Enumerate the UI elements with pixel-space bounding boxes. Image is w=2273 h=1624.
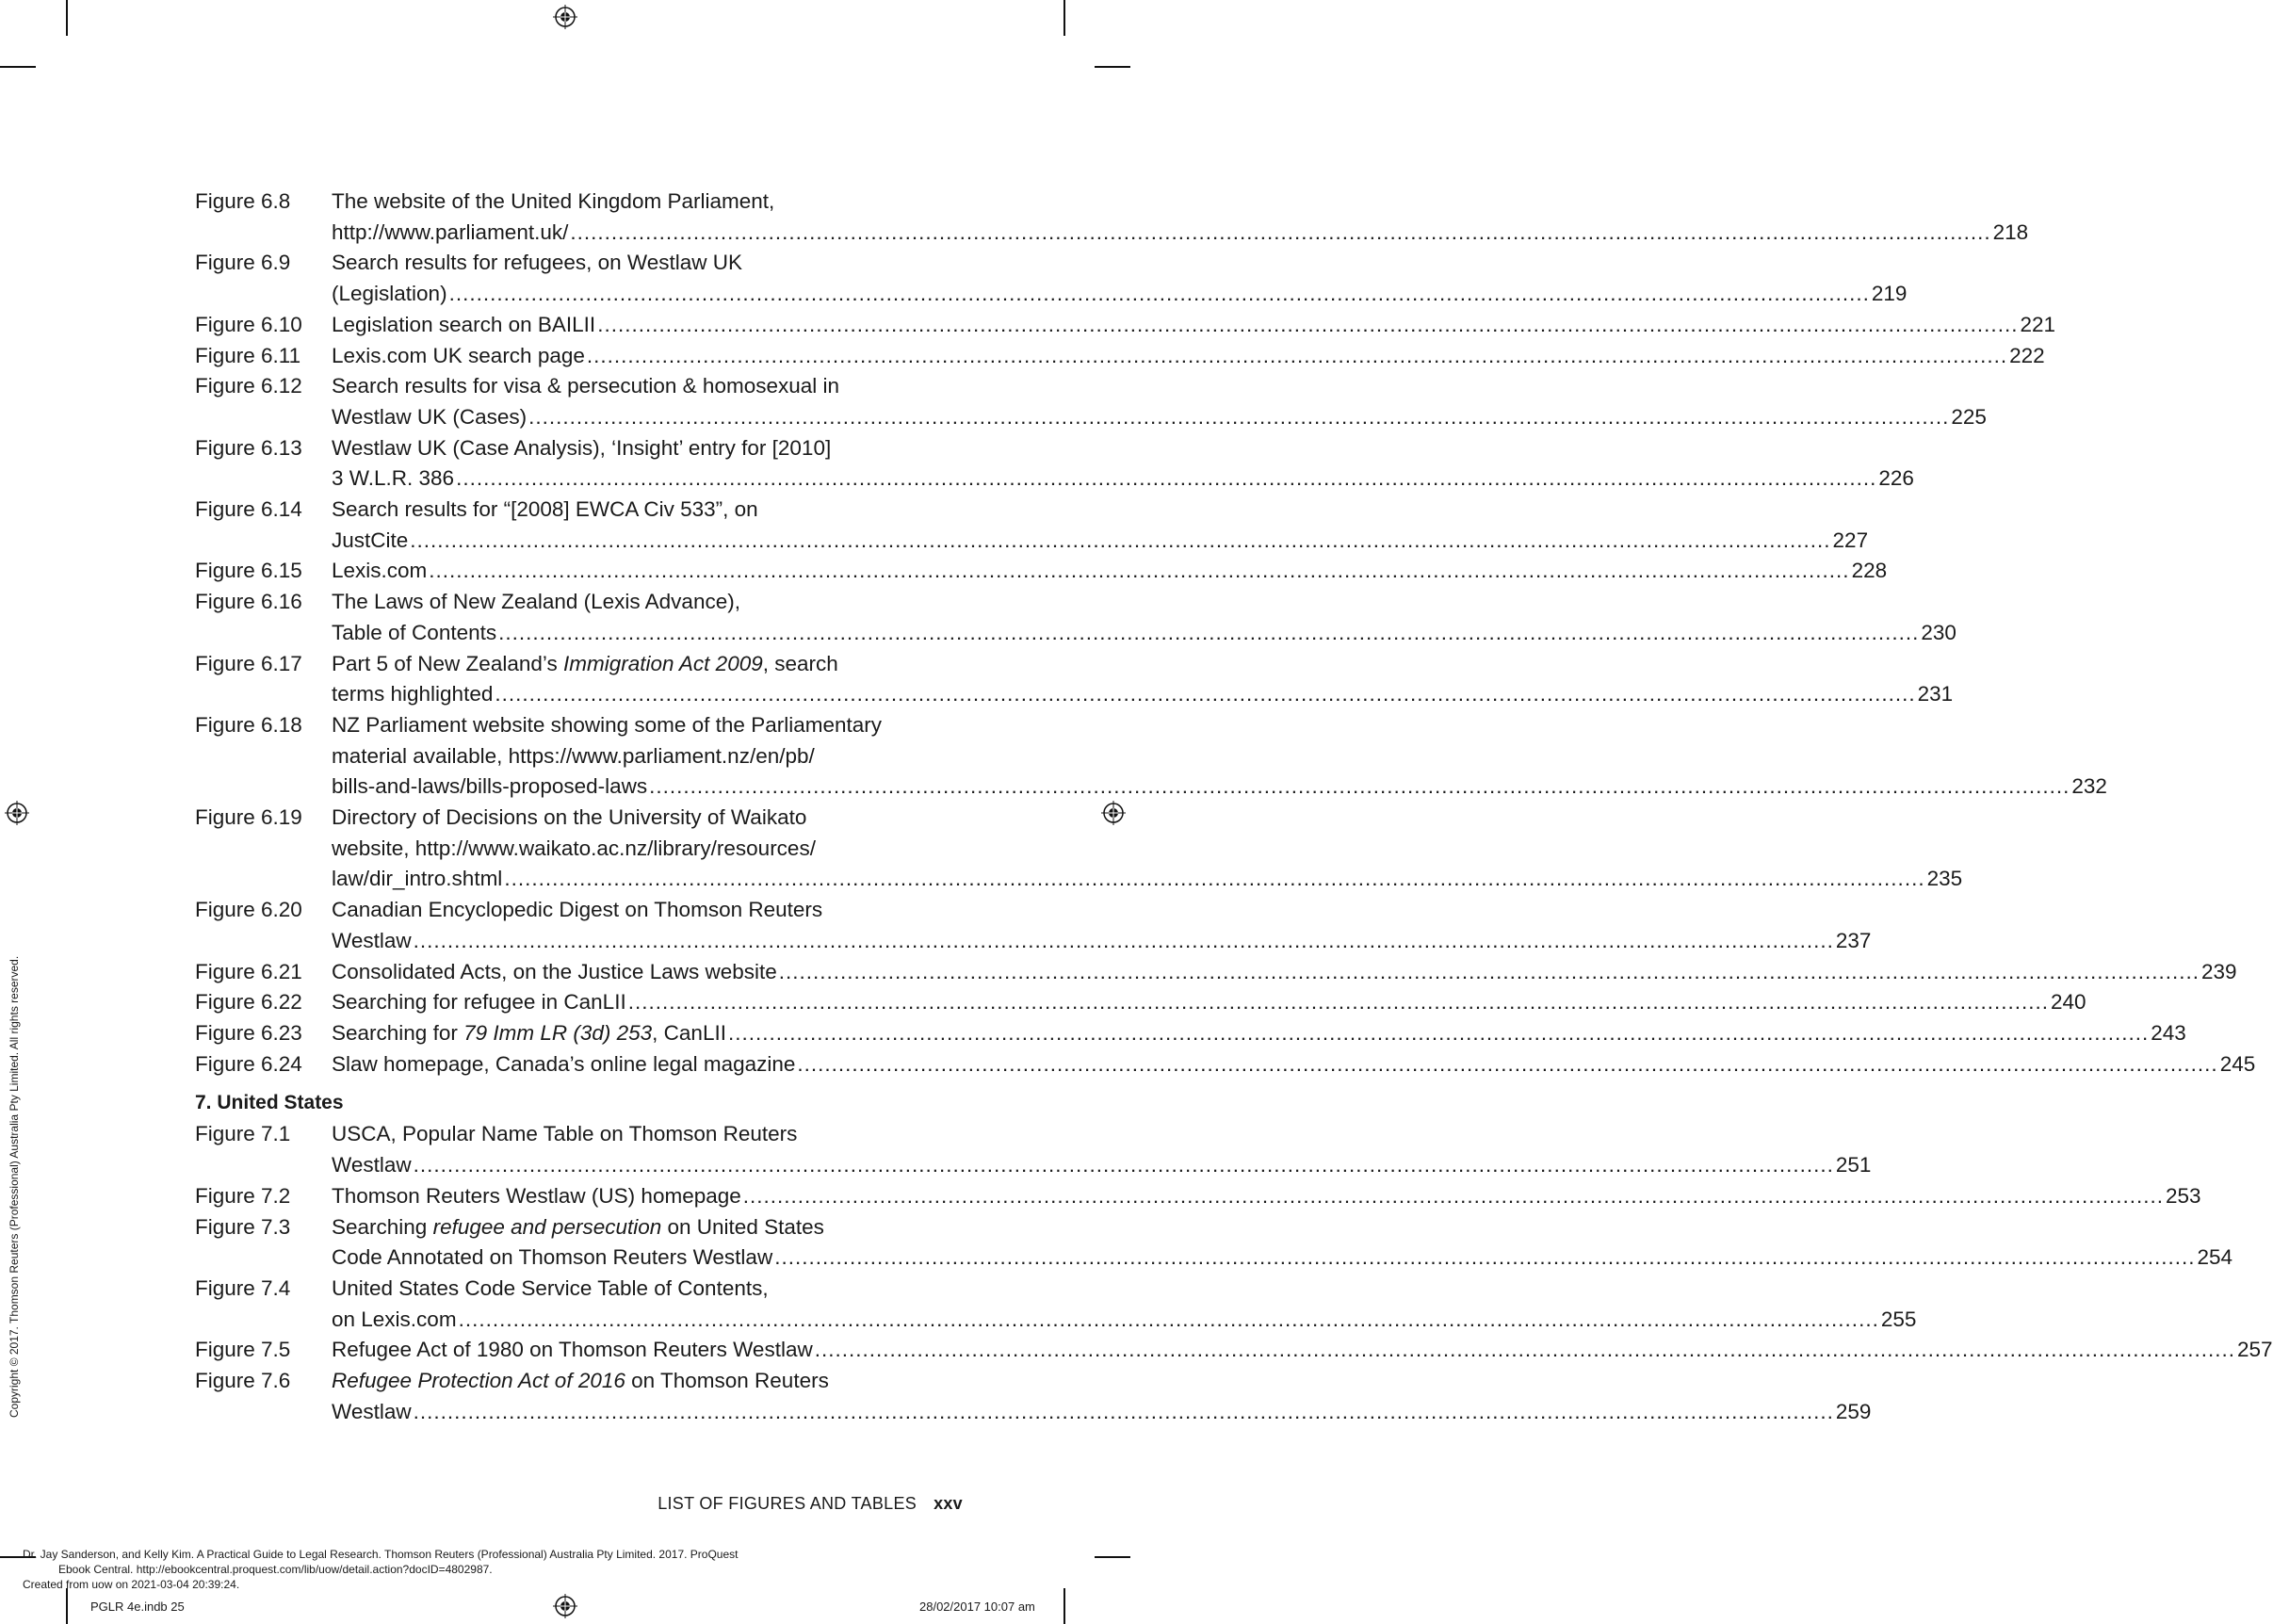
crop-mark-bottom-right-vertical	[1063, 1588, 1065, 1624]
figure-description-line	[332, 587, 947, 618]
figure-description-line	[332, 526, 1869, 557]
figure-number: Figure 7.3	[195, 1214, 291, 1239]
figure-number: Figure 6.11	[195, 343, 301, 367]
figure-number: Figure 6.18	[195, 712, 302, 737]
figure-description	[332, 433, 1914, 495]
citation-line-1: Dr. Jay Sanderson, and Kelly Kim. A Practical Guide to Legal Research. Thomson Reuters (Professional) Australia Pty Limited. 2017. ProQuest	[23, 1548, 739, 1561]
figure-entry	[195, 310, 2055, 341]
figure-description-line	[332, 710, 947, 741]
figure-description	[332, 1366, 1872, 1427]
figure-entry	[195, 1335, 2273, 1366]
figure-description-line	[332, 618, 1956, 649]
figure-number: Figure 6.13	[195, 435, 302, 460]
page-ref: 253	[2166, 1183, 2201, 1208]
figure-number: Figure 6.17	[195, 651, 302, 675]
figure-entry	[195, 957, 2237, 988]
page-ref: 235	[1926, 867, 1963, 891]
figure-title-text: Westlaw	[332, 928, 412, 952]
figure-description-line	[332, 926, 1872, 957]
figure-description	[332, 957, 2237, 988]
figure-description	[332, 371, 1987, 432]
figure-description	[332, 248, 1908, 309]
crop-mark-top-right-vertical	[1063, 0, 1065, 36]
dot-leader	[587, 341, 2007, 372]
dot-leader	[649, 771, 2070, 803]
figure-description	[332, 895, 1872, 956]
page-ref: 259	[1835, 1399, 1872, 1423]
page-ref: 257	[2236, 1338, 2273, 1362]
crop-mark-bottom-left-vertical	[66, 1588, 68, 1624]
dot-leader	[429, 556, 1849, 587]
citation-line-2: Ebook Central. http://ebookcentral.proquest.com/lib/uow/detail.action?docID=4802987.	[58, 1563, 493, 1576]
dot-leader	[797, 1049, 2217, 1080]
figure-description-line	[332, 1212, 947, 1243]
figure-entry	[195, 587, 1956, 648]
figure-number: Figure 6.16	[195, 590, 302, 614]
figure-description	[332, 1335, 2273, 1366]
page-ref: 255	[1880, 1307, 1917, 1331]
figure-entry	[195, 1018, 2186, 1049]
figure-title-text: 3 W.L.R. 386	[332, 466, 455, 491]
figure-entry	[195, 433, 1914, 495]
section-heading: 7. United States	[195, 1092, 344, 1114]
figure-description-line	[332, 248, 947, 279]
figure-entry	[195, 710, 2107, 803]
figure-description	[332, 1181, 2201, 1212]
figure-entry	[195, 187, 2029, 248]
list-of-figures	[195, 187, 2273, 1427]
figure-title-text: Lexis.com	[332, 559, 428, 583]
page-ref: 237	[1835, 928, 1872, 952]
figure-number: Figure 6.21	[195, 959, 302, 983]
figure-number: Figure 6.14	[195, 497, 302, 522]
figure-title-text: law/dir_intro.shtml	[332, 867, 503, 891]
figure-title-text: Consolidated Acts, on the Justice Laws website	[332, 959, 777, 983]
dot-leader	[495, 679, 1915, 710]
dot-leader	[449, 279, 1870, 310]
figure-description	[332, 556, 1888, 587]
figure-title-text: United States Code Service Table of Contents,	[332, 1275, 769, 1300]
dot-leader	[414, 926, 1834, 957]
page-number: xxv	[934, 1494, 963, 1513]
figure-entry	[195, 987, 2086, 1018]
figure-title-text: Search results for “[2008] EWCA Civ 533”, on	[332, 497, 758, 522]
figure-number: Figure 6.19	[195, 805, 302, 830]
figure-description-line	[332, 1335, 2273, 1366]
crop-mark-top-right-horizontal	[1095, 66, 1130, 68]
figure-title-text: http://www.parliament.uk/	[332, 219, 569, 244]
figure-description-line	[332, 433, 947, 464]
figure-title-text: NZ Parliament website showing some of the Parliamentary	[332, 712, 883, 737]
figure-description	[332, 495, 1869, 556]
page-ref: 227	[1832, 528, 1869, 552]
figure-description-line	[332, 371, 947, 402]
registration-mark-left-icon	[5, 801, 29, 825]
figure-description-line	[332, 803, 947, 834]
figure-description	[332, 1049, 2256, 1080]
dot-leader	[774, 1242, 2195, 1274]
registration-mark-right-icon	[1101, 801, 1126, 825]
figure-entry	[195, 1119, 1872, 1180]
figure-description-line	[332, 556, 1888, 587]
figure-number: Figure 6.8	[195, 189, 291, 213]
citation-line-3: Created from uow on 2021-03-04 20:39:24.	[23, 1578, 240, 1591]
figure-title-text: on Lexis.com	[332, 1307, 457, 1331]
dot-leader	[459, 1305, 1879, 1336]
page-ref: 231	[1917, 682, 1954, 706]
figure-description-line	[332, 463, 1914, 495]
figure-description	[332, 803, 1963, 895]
registration-mark-bottom-icon	[553, 1594, 577, 1618]
figure-description	[332, 710, 2107, 803]
page-ref: 225	[1951, 404, 1987, 429]
registration-mark-top-icon	[553, 5, 577, 29]
page-ref: 230	[1921, 620, 1956, 644]
figure-description-line	[332, 1018, 2186, 1049]
page-ref: 239	[2201, 959, 2237, 983]
crop-mark-top-left-horizontal	[0, 66, 36, 68]
figure-title-text: Code Annotated on Thomson Reuters Westlaw	[332, 1245, 773, 1270]
figure-title-text: Searching refugee and persecution on United States	[332, 1214, 824, 1239]
figure-entry	[195, 803, 1963, 895]
figure-description	[332, 1212, 2233, 1274]
figure-number: Figure 6.22	[195, 990, 302, 1015]
figure-number: Figure 7.4	[195, 1275, 291, 1300]
figure-entry	[195, 495, 1869, 556]
dot-leader	[410, 526, 1830, 557]
page-ref: 222	[2009, 343, 2045, 367]
dot-leader	[728, 1018, 2149, 1049]
dot-leader	[570, 218, 1990, 249]
figure-title-text: Slaw homepage, Canada’s online legal magazine	[332, 1051, 796, 1076]
figure-title-text: Part 5 of New Zealand’s Immigration Act 2009, search	[332, 651, 838, 675]
figure-description	[332, 1018, 2186, 1049]
figure-number: Figure 7.2	[195, 1183, 291, 1208]
figure-description	[332, 987, 2086, 1018]
page-ref: 251	[1835, 1153, 1872, 1177]
figure-entry	[195, 1049, 2256, 1080]
figure-title-text: Search results for visa & persecution & homosexual in	[332, 374, 840, 398]
figure-description-line	[332, 987, 2086, 1018]
figure-description-line	[332, 1305, 1917, 1336]
figure-title-text: Westlaw	[332, 1153, 412, 1177]
figure-title-text: material available, https://www.parliament.nz/en/pb/	[332, 743, 815, 768]
dot-leader	[528, 402, 1949, 433]
citation-block	[23, 1547, 739, 1592]
figure-description	[332, 1274, 1917, 1335]
figure-number: Figure 6.12	[195, 374, 302, 398]
figure-description-line	[332, 279, 1908, 310]
side-copyright: Copyright © 2017. Thomson Reuters (Professional) Australia Pty Limited. All rights reserved.	[8, 955, 21, 1418]
figure-title-text: JustCite	[332, 528, 409, 552]
figure-entry	[195, 649, 1954, 710]
figure-title-text: The website of the United Kingdom Parliament,	[332, 189, 775, 213]
figure-description-line	[332, 834, 947, 865]
figure-description-line	[332, 1242, 2233, 1274]
figure-title-text: Refugee Protection Act of 2016 on Thomson Reuters	[332, 1369, 829, 1393]
figure-number: Figure 6.20	[195, 898, 302, 922]
running-footer	[658, 1494, 963, 1514]
figure-description	[332, 587, 1956, 648]
figure-description-line	[332, 1049, 2256, 1080]
figure-number: Figure 6.9	[195, 251, 291, 275]
running-footer-title: LIST OF FIGURES AND TABLES	[658, 1494, 917, 1513]
page-ref: 228	[1851, 559, 1888, 583]
figure-description	[332, 341, 2045, 372]
figure-description	[332, 1119, 1872, 1180]
figure-description	[332, 649, 1954, 710]
page-ref: 243	[2151, 1020, 2186, 1045]
figure-title-text: website, http://www.waikato.ac.nz/library/resources/	[332, 836, 816, 860]
print-slug-left: PGLR 4e.indb 25	[90, 1600, 185, 1614]
figure-entry	[195, 1274, 1917, 1335]
figure-number: Figure 7.1	[195, 1122, 291, 1146]
figure-description-line	[332, 1274, 947, 1305]
figure-title-text: Table of Contents	[332, 620, 497, 644]
figure-description-line	[332, 1397, 1872, 1428]
figure-description-line	[332, 1150, 1872, 1181]
figure-title-text: Westlaw	[332, 1399, 412, 1423]
figure-title-text: terms highlighted	[332, 682, 494, 706]
dot-leader	[414, 1150, 1834, 1181]
figure-description-line	[332, 895, 947, 926]
print-slug-right: 28/02/2017 10:07 am	[919, 1600, 1035, 1614]
page-ref: 240	[2050, 990, 2086, 1015]
figure-title-text: Searching for 79 Imm LR (3d) 253, CanLII	[332, 1020, 726, 1045]
figure-description-line	[332, 218, 2029, 249]
figure-description-line	[332, 310, 2055, 341]
figure-entry	[195, 1366, 1872, 1427]
figure-title-text: Refugee Act of 1980 on Thomson Reuters Westlaw	[332, 1338, 813, 1362]
figure-description-line	[332, 957, 2237, 988]
dot-leader	[456, 463, 1876, 495]
figure-description-line	[332, 741, 947, 772]
dot-leader	[414, 1397, 1834, 1428]
page-ref: 218	[1992, 219, 2029, 244]
page-ref: 219	[1871, 282, 1908, 306]
figure-title-text: The Laws of New Zealand (Lexis Advance),	[332, 590, 740, 614]
page-ref: 245	[2219, 1051, 2256, 1076]
figure-number: Figure 6.15	[195, 559, 302, 583]
figure-title-text: Legislation search on BAILII	[332, 312, 596, 336]
page-ref: 226	[1878, 466, 1914, 491]
crop-mark-bottom-right-horizontal	[1095, 1556, 1130, 1558]
figure-entry	[195, 371, 1987, 432]
figure-number: Figure 6.10	[195, 312, 302, 336]
figure-description	[332, 187, 2029, 248]
dot-leader	[597, 310, 2018, 341]
dot-leader	[743, 1181, 2164, 1212]
figure-entry	[195, 341, 2045, 372]
figure-description-line	[332, 402, 1987, 433]
figure-title-text: Lexis.com UK search page	[332, 343, 585, 367]
figure-entry	[195, 895, 1872, 956]
figure-description-line	[332, 771, 2107, 803]
figure-title-text: Westlaw UK (Cases)	[332, 404, 528, 429]
figure-number: Figure 6.23	[195, 1020, 302, 1045]
figure-description-line	[332, 649, 947, 680]
figure-title-text: (Legislation)	[332, 282, 447, 306]
figure-title-text: USCA, Popular Name Table on Thomson Reuters	[332, 1122, 798, 1146]
page-ref: 254	[2197, 1245, 2233, 1270]
figure-description-line	[332, 1181, 2201, 1212]
dot-leader	[498, 618, 1919, 649]
figure-number: Figure 7.5	[195, 1338, 291, 1362]
page-ref: 232	[2071, 774, 2107, 799]
figure-description-line	[332, 495, 947, 526]
figure-title-text: Searching for refugee in CanLII	[332, 990, 626, 1015]
figure-title-text: bills-and-laws/bills-proposed-laws	[332, 774, 648, 799]
figure-description-line	[332, 187, 947, 218]
dot-leader	[779, 957, 2200, 988]
dot-leader	[815, 1335, 2235, 1366]
crop-mark-top-left-vertical	[66, 0, 68, 36]
figure-number: Figure 7.6	[195, 1369, 291, 1393]
figure-description	[332, 310, 2055, 341]
dot-leader	[628, 987, 2049, 1018]
figure-entry	[195, 1181, 2201, 1212]
figure-description-line	[332, 341, 2045, 372]
figure-description-line	[332, 1119, 947, 1150]
dot-leader	[504, 864, 1924, 895]
figure-entry	[195, 556, 1888, 587]
figure-title-text: Thomson Reuters Westlaw (US) homepage	[332, 1183, 741, 1208]
figure-title-text: Westlaw UK (Case Analysis), ‘Insight’ entry for [2010]	[332, 435, 832, 460]
figure-number: Figure 6.24	[195, 1051, 302, 1076]
figure-title-text: Canadian Encyclopedic Digest on Thomson Reuters	[332, 898, 823, 922]
figure-title-text: Search results for refugees, on Westlaw UK	[332, 251, 743, 275]
figure-description-line	[332, 1366, 947, 1397]
figure-entry	[195, 1212, 2233, 1274]
figure-description-line	[332, 679, 1954, 710]
figure-description-line	[332, 864, 1963, 895]
figure-entry	[195, 248, 1908, 309]
figure-title-text: Directory of Decisions on the University of Waikato	[332, 805, 807, 830]
page-ref: 221	[2020, 312, 2055, 336]
